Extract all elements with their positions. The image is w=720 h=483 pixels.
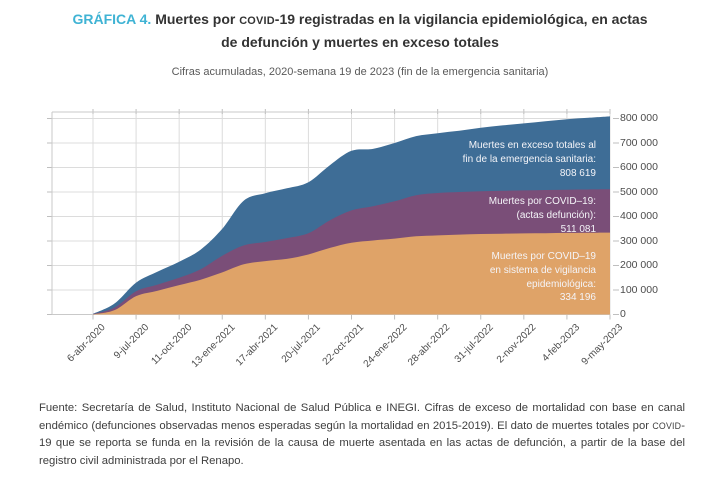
- series-annotation-line: Muertes por COVID–19:: [488, 196, 596, 207]
- x-tick-label: 11-oct-2020: [148, 322, 194, 368]
- series-annotation-line: (actas defunción):: [516, 209, 596, 221]
- x-tick-label: 9-jul-2020: [111, 322, 151, 362]
- x-tick-label: 20-jul-2021: [280, 322, 324, 366]
- y-tick-label: 600 000: [620, 161, 658, 173]
- y-tick-label: 500 000: [620, 185, 658, 198]
- chart-title-text-post: -19 registradas en la vigilancia epidemiológica, en actas: [274, 11, 648, 27]
- series-annotation-line: epidemiológica:: [526, 278, 596, 290]
- x-tick-label: 28-abr-2022: [406, 322, 453, 369]
- series-annotation-line: Muertes en exceso totales al: [468, 140, 596, 151]
- chart-title-tag: GRÁFICA 4.: [72, 11, 152, 27]
- source-note-pre: Fuente: Secretaría de Salud, Instituto Nacional de Salud Pública e INEGI. Cifras de exceso de mortalidad con base en canal endémico (defunciones observadas menos esperadas según la mortalidad en 2015-2019). El dato de muertes totales por: [39, 402, 685, 432]
- series-annotation-vigilancia: [490, 250, 596, 305]
- x-tick-label: 4-feb-2023: [539, 322, 582, 364]
- y-tick-label: 800 000: [620, 112, 658, 124]
- chart-title-line2: de defunción y muertes en exceso totales: [221, 34, 499, 50]
- x-tick-label: 31-jul-2022: [452, 322, 496, 366]
- series-annotation-exceso: [463, 139, 596, 180]
- x-tick-label: 6-abr-2020: [65, 322, 108, 365]
- chart-title-text-pre: Muertes por: [155, 11, 240, 27]
- series-annotation-line: fin de la emergencia sanitaria:: [462, 153, 596, 165]
- source-note-covid: COVID: [652, 420, 682, 431]
- y-tick-label: 100 000: [620, 283, 658, 296]
- x-tick-label: 2-nov-2022: [495, 322, 539, 366]
- series-annotation-line: Muertes por COVID–19: [491, 251, 596, 262]
- y-tick-label: 700 000: [620, 136, 658, 149]
- x-tick-label: 13-ene-2021: [189, 322, 238, 370]
- source-note: [39, 400, 685, 470]
- x-tick-label: 17-abr-2021: [233, 322, 281, 369]
- series-annotation-line: 808 619: [559, 167, 596, 179]
- series-annotation-line: 511 081: [560, 223, 596, 235]
- x-tick-label: 24-ene-2022: [361, 322, 410, 370]
- source-note-post: -19 que se reporta se funda en la revisión de la causa de muerte asentada en las actas de defunción, a partir de la base del registro civil administrada por el Renapo.: [39, 419, 685, 467]
- series-annotation-line: 334 196: [559, 292, 596, 304]
- series-annotation-line: en sistema de vigilancia: [489, 264, 596, 276]
- x-tick-label: 9-may-2023: [579, 322, 625, 368]
- series-annotation-actas: [489, 195, 596, 236]
- y-tick-label: 300 000: [620, 234, 658, 247]
- chart-subtitle: Cifras acumuladas, 2020-semana 19 de 2023 (fin de la emergencia sanitaria): [171, 66, 549, 78]
- chart-title-covid: COVID: [239, 15, 275, 27]
- x-tick-label: 22-oct-2021: [320, 322, 367, 368]
- y-tick-label: 400 000: [620, 210, 658, 222]
- y-tick-label: 0: [620, 308, 626, 320]
- y-tick-label: 200 000: [620, 259, 658, 271]
